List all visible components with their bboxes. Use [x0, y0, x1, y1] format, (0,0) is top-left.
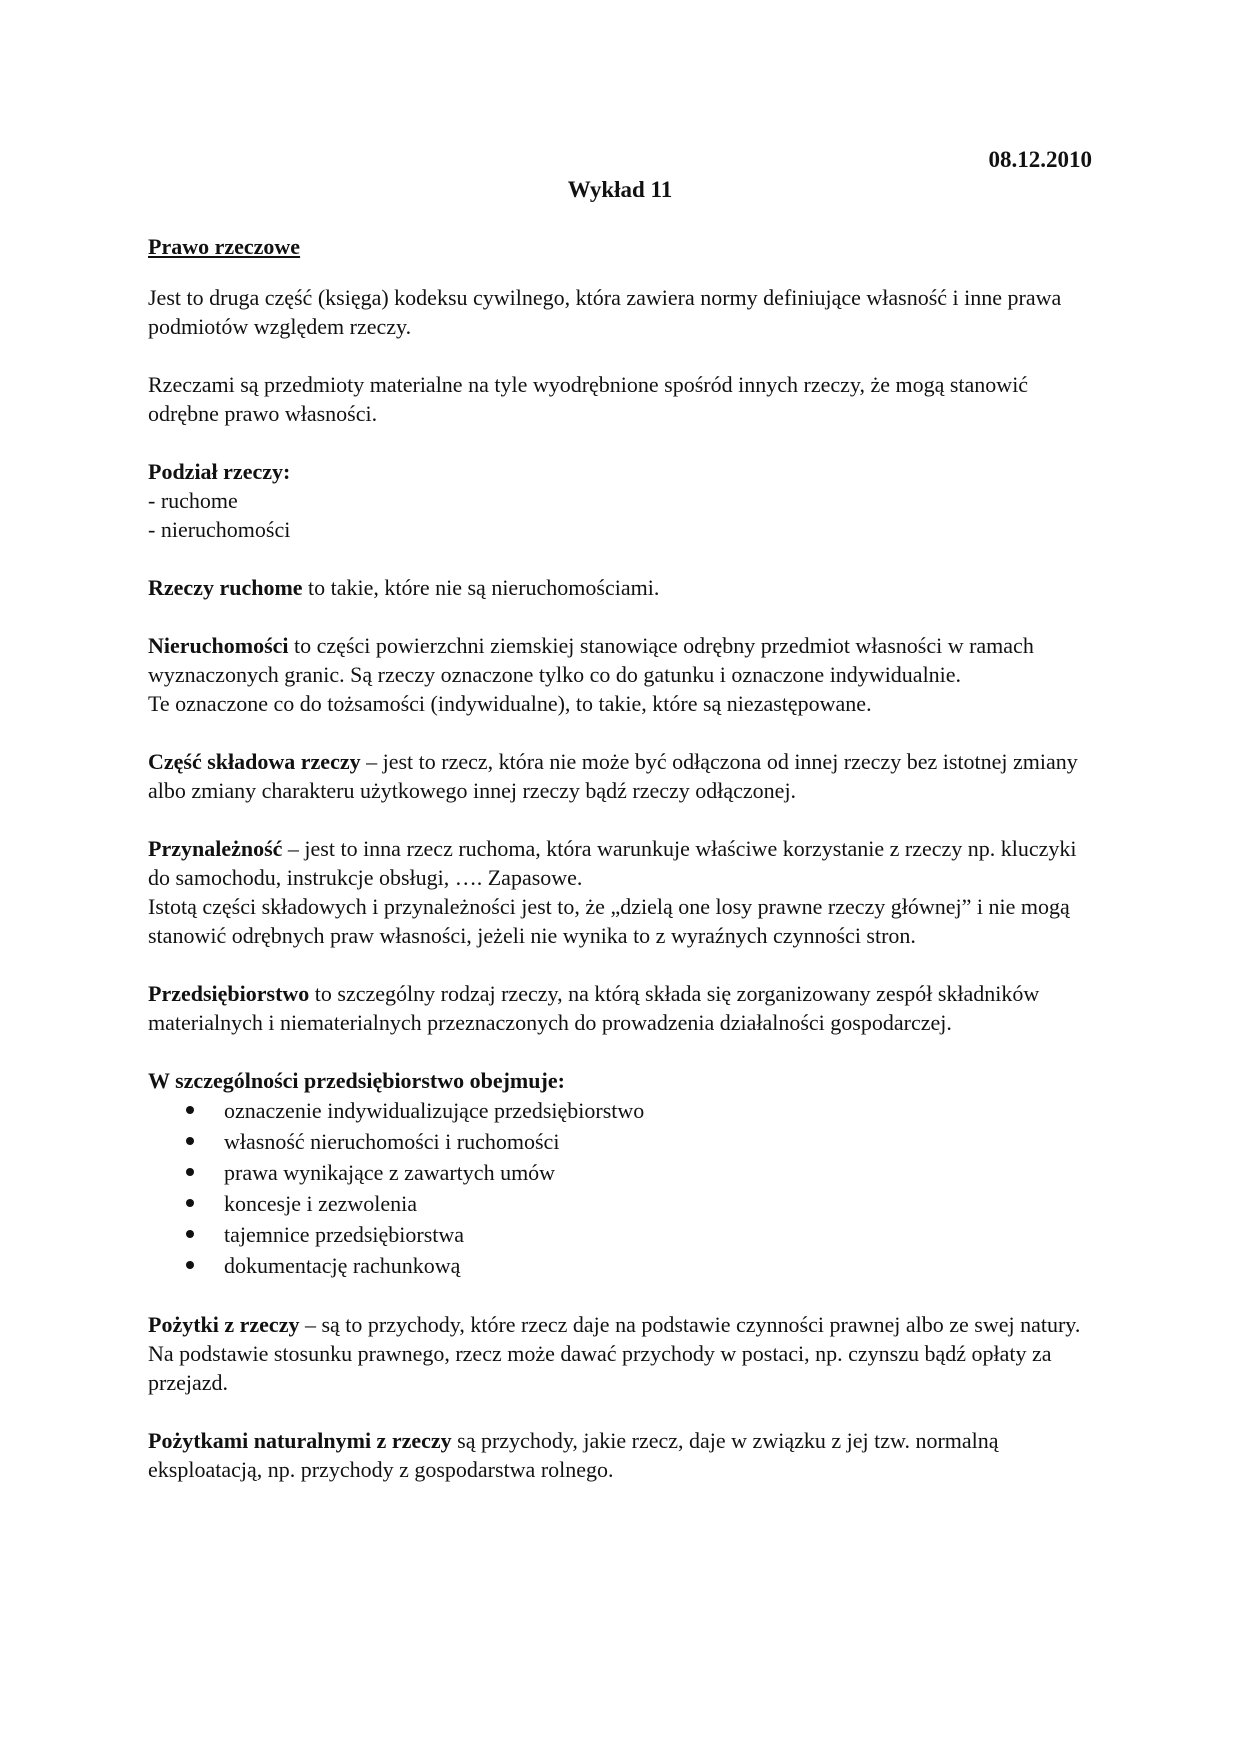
bullet-icon — [186, 1230, 194, 1238]
term-movables: Rzeczy ruchome — [148, 575, 303, 600]
paragraph-movables — [148, 573, 1098, 602]
term-accessory: Przynależność — [148, 836, 283, 861]
text-realestate: to części powierzchni ziemskiej stanowiące odrębny przedmiot własności w ramach wyznaczonych granic. Są rzeczy oznaczone tylko co do gatunku i oznaczone indywidualnie. — [148, 633, 1034, 687]
enterprise-includes-block — [148, 1066, 1098, 1281]
division-list — [148, 486, 1098, 544]
bullet-icon — [186, 1137, 194, 1145]
text-component: – jest to rzecz, która nie może być odłączona od innej rzeczy bez istotnej zmiany albo zmiany charakteru użytkowego innej rzeczy bądź rzeczy odłączonej. — [148, 749, 1078, 803]
bullet-icon — [186, 1106, 194, 1114]
text-realestate-2: Te oznaczone co do tożsamości (indywidualne), to takie, które są niezastępowane. — [148, 691, 872, 716]
term-component: Część składowa rzeczy — [148, 749, 361, 774]
text-accessory: – jest to inna rzecz ruchoma, która warunkuje właściwe korzystanie z rzeczy np. kluczyki do samochodu, instrukcje obsługi, …. Zapasowe. — [148, 836, 1077, 890]
list-item: dokumentację rachunkową — [224, 1250, 1098, 1281]
division-title: Podział rzeczy: — [148, 459, 291, 484]
lecture-title: Wykład 11 — [567, 177, 673, 202]
list-item: tajemnice przedsiębiorstwa — [224, 1219, 1098, 1250]
paragraph-intro: Jest to druga część (księga) kodeksu cywilnego, która zawiera normy definiujące własność i inne prawa podmiotów względem rzeczy. — [148, 285, 1062, 339]
term-realestate: Nieruchomości — [148, 633, 289, 658]
text-natural-benefits: są przychody, jakie rzecz, daje w związku z jej tzw. normalną eksploatacją, np. przychody z gospodarstwa rolnego. — [148, 1428, 999, 1482]
term-enterprise: Przedsiębiorstwo — [148, 981, 310, 1006]
text-movables: to takie, które nie są nieruchomościami. — [302, 575, 660, 600]
paragraph-accessory — [148, 834, 1098, 950]
text-benefits: – są to przychody, które rzecz daje na podstawie czynności prawnej albo ze swej natury. Na podstawie stosunku prawnego, rzecz może dawać przychody w postaci, np. czynszu bądź opłaty za przejazd. — [148, 1312, 1081, 1395]
document-date: 08.12.2010 — [988, 147, 1092, 172]
paragraph-definition: Rzeczami są przedmioty materialne na tyle wyodrębnione spośród innych rzeczy, że mogą stanowić odrębne prawo własności. — [148, 372, 1029, 426]
text-enterprise: to szczególny rodzaj rzeczy, na którą składa się zorganizowany zespół składników materialnych i niematerialnych przeznaczonych do prowadzenia działalności gospodarczej. — [148, 981, 1040, 1035]
paragraph-enterprise — [148, 979, 1098, 1037]
term-natural-benefits: Pożytkami naturalnymi z rzeczy — [148, 1428, 452, 1453]
list-item: prawa wynikające z zawartych umów — [224, 1157, 1098, 1188]
paragraph-component — [148, 747, 1098, 805]
list-item: koncesje i zezwolenia — [224, 1188, 1098, 1219]
enterprise-includes-title: W szczególności przedsiębiorstwo obejmuje: — [148, 1068, 565, 1093]
list-item: własność nieruchomości i ruchomości — [224, 1126, 1098, 1157]
paragraph-benefits — [148, 1310, 1098, 1397]
bullet-icon — [186, 1199, 194, 1207]
division-block — [148, 457, 1098, 544]
paragraph-natural-benefits — [148, 1426, 1098, 1484]
division-item: - nieruchomości — [148, 517, 291, 542]
bullet-icon — [186, 1168, 194, 1176]
document-body — [148, 232, 1098, 1513]
paragraph-realestate — [148, 631, 1098, 718]
bullet-icon — [186, 1261, 194, 1269]
section-title: Prawo rzeczowe — [148, 234, 301, 259]
list-item: oznaczenie indywidualizujące przedsiębiorstwo — [224, 1095, 1098, 1126]
division-item: - ruchome — [148, 488, 238, 513]
text-accessory-2: Istotą części składowych i przynależności jest to, że „dzielą one losy prawne rzeczy głównej” i nie mogą stanowić odrębnych praw własności, jeżeli nie wynika to z wyraźnych czynności stron. — [148, 894, 1070, 948]
enterprise-includes-list — [148, 1095, 1098, 1281]
term-benefits: Pożytki z rzeczy — [148, 1312, 300, 1337]
